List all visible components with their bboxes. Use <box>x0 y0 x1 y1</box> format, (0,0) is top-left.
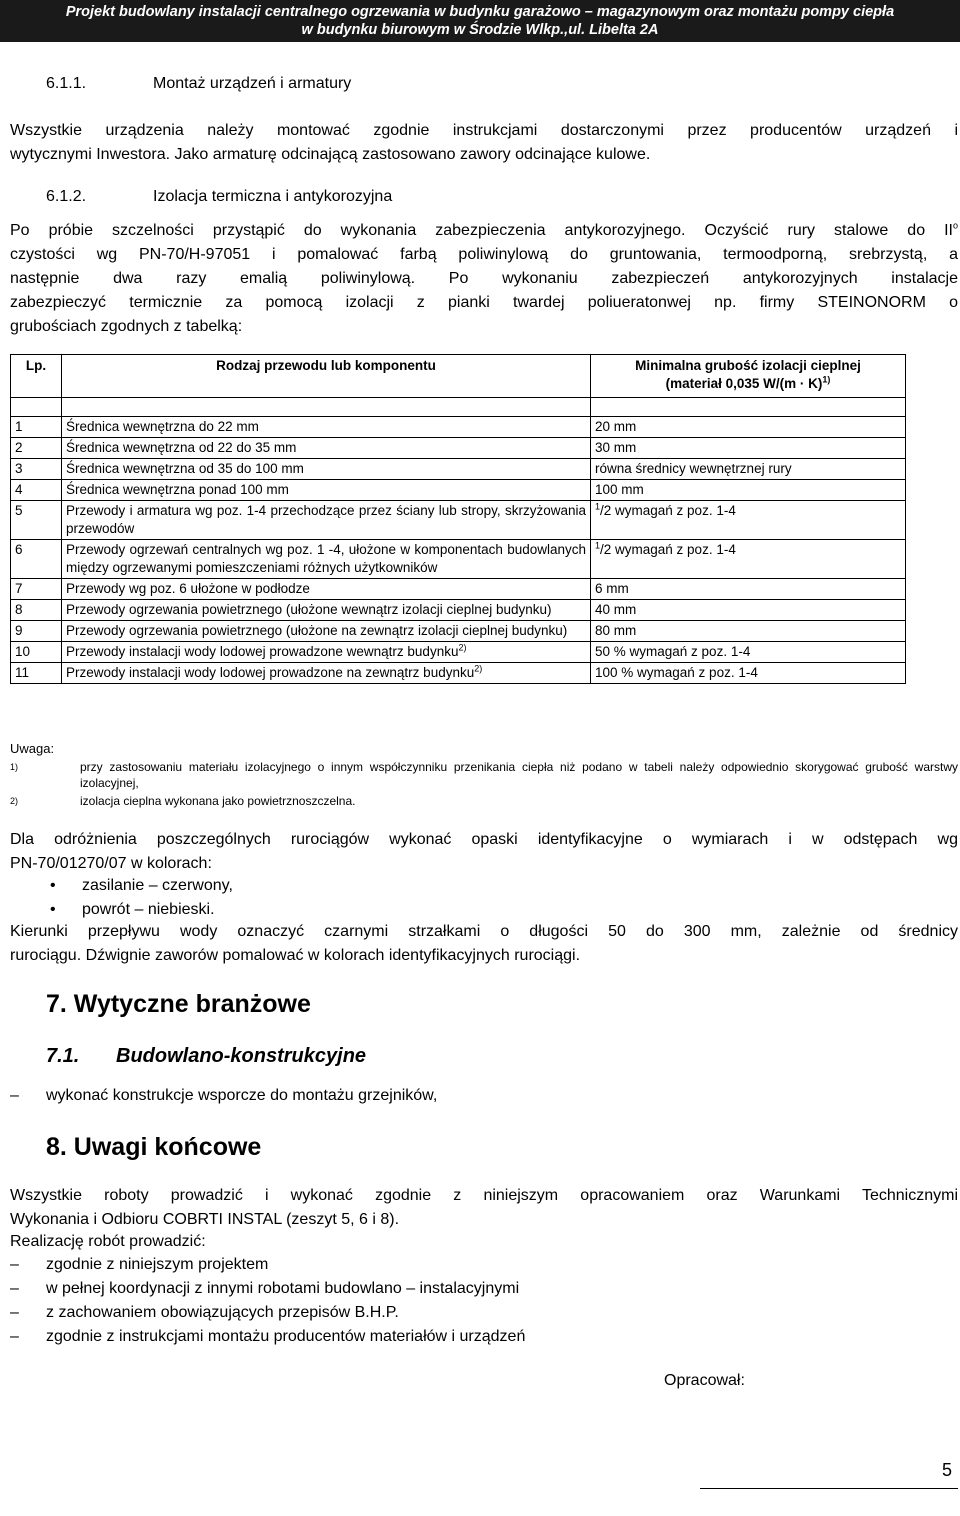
cell-lp: 10 <box>11 642 62 663</box>
note-2 <box>10 793 958 809</box>
text-line <box>10 219 958 243</box>
table-row <box>11 642 906 663</box>
cell-type <box>62 540 591 579</box>
footnote-ref: 1) <box>822 374 831 385</box>
cell-value-text: 100 mm <box>595 482 644 497</box>
section-title: Montaż urządzeń i armatury <box>153 75 352 92</box>
cell-value-text: 50 % wymagań z poz. 1-4 <box>595 644 751 659</box>
cell-min-thickness <box>591 600 906 621</box>
list-item-text: zasilanie – czerwony, <box>82 877 233 894</box>
realization-lead: Realizację robót prowadzić: <box>10 1233 206 1250</box>
note-2-mark: 2) <box>10 796 19 806</box>
heading-6-1-2 <box>46 187 392 207</box>
list-item-text: z zachowaniem obowiązujących przepisów B.H.P. <box>46 1304 399 1321</box>
realization-list <box>10 1253 525 1349</box>
section-number: 6.1.1. <box>46 75 87 92</box>
cell-lp: 4 <box>11 480 62 501</box>
fraction-numerator: 1 <box>595 501 601 512</box>
document-header <box>0 0 960 42</box>
cell-min-thickness <box>591 501 906 540</box>
text-line: wytycznymi Inwestora. Jako armaturę odcinającą zastosowano zawory odcinające kulowe. <box>10 146 651 163</box>
cell-lp: 1 <box>11 417 62 438</box>
cell-min-thickness <box>591 663 906 684</box>
list-item <box>10 1277 525 1301</box>
dash-icon: – <box>10 1087 19 1104</box>
cell-type <box>62 663 591 684</box>
text-line: Wykonania i Odbioru COBRTI INSTAL (zeszyt 5, 6 i 8). <box>10 1211 400 1228</box>
list-item <box>10 898 910 922</box>
cell-type <box>62 438 591 459</box>
cell-type <box>62 501 591 540</box>
heading-7-1 <box>46 1043 366 1069</box>
cell-type <box>62 417 591 438</box>
table-row <box>11 438 906 459</box>
list-item-text: wykonać konstrukcje wsporcze do montażu grzejników, <box>46 1087 438 1104</box>
cell-type-text: Przewody instalacji wody lodowej prowadzone wewnątrz budynku <box>66 644 459 659</box>
cell-min-thickness <box>591 621 906 642</box>
cell-type <box>62 459 591 480</box>
list-item <box>10 1084 437 1108</box>
heading-8: 8. Uwagi końcowe <box>46 1133 262 1161</box>
cell-value-text: 30 mm <box>595 440 637 455</box>
section-number: 7.1. <box>46 1045 80 1067</box>
color-bullet-list <box>10 874 910 922</box>
cell-lp: 3 <box>11 459 62 480</box>
cell-type-text: Średnica wewnętrzna ponad 100 mm <box>66 482 289 497</box>
list-item <box>10 874 910 898</box>
text-line: zabezpieczyć termicznie za pomocą izolacji z pianki twardej poliueratonwej np. firmy STEINONORM o <box>10 294 958 311</box>
note-1-mark: 1) <box>10 762 19 772</box>
cell-lp: 6 <box>11 540 62 579</box>
cell-type-text: Przewody ogrzewania powietrznego (ułożone na zewnątrz izolacji cieplnej budynku) <box>66 623 568 638</box>
heading-7: 7. Wytyczne branżowe <box>46 990 311 1018</box>
cell-type-text: Przewody i armatura wg poz. 1-4 przechodzące przez ściany lub stropy, skrzyżowania przewodów <box>66 503 586 536</box>
table-row <box>11 417 906 438</box>
table-row <box>11 540 906 579</box>
construction-list <box>10 1084 437 1108</box>
header-line-2: w budynku biurowym w Środzie Wlkp.,ul. Libelta 2A <box>301 22 659 38</box>
cell-min-thickness <box>591 579 906 600</box>
list-item-text: zgodnie z niniejszym projektem <box>46 1256 269 1273</box>
text-line: Dla odróżnienia poszczególnych rurociągów wykonać opaski identyfikacyjne o wymiarach i w odstępach wg <box>10 831 958 848</box>
text-line-body: Po próbie szczelności przystąpić do wykonania zabezpieczenia antykorozyjnego. Oczyścić rury stalowe do II <box>10 222 953 239</box>
text-line: Wszystkie roboty prowadzić i wykonać zgodnie z niniejszym opracowaniem oraz Warunkami Technicznymi <box>10 1187 958 1204</box>
fraction-numerator: 1 <box>595 540 601 551</box>
cell-value-text: 100 % wymagań z poz. 1-4 <box>595 665 758 680</box>
cell-type-text: Przewody ogrzewań centralnych wg poz. 1 -4, ułożone w komponentach budowlanych między ogrzewanymi pomieszczeniami różnych użytkowników <box>66 542 586 575</box>
header-type: Rodzaj przewodu lub komponentu <box>62 355 591 398</box>
section-number: 6.1.2. <box>46 188 87 205</box>
cell-value-text: 20 mm <box>595 419 637 434</box>
table-body <box>11 417 906 684</box>
cell-type-text: Średnica wewnętrzna od 35 do 100 mm <box>66 461 304 476</box>
cell-min-thickness <box>591 459 906 480</box>
cell-lp: 7 <box>11 579 62 600</box>
footer-rule <box>700 1488 958 1489</box>
header-min-line-1: Minimalna grubość izolacji cieplnej <box>635 358 861 373</box>
dash-icon: – <box>10 1304 19 1321</box>
table-row <box>11 663 906 684</box>
dash-icon: – <box>10 1328 19 1345</box>
table-row <box>11 480 906 501</box>
cell-type <box>62 579 591 600</box>
page-number: 5 <box>941 1460 952 1480</box>
list-item-text: powrót – niebieski. <box>82 901 215 918</box>
cell-type-text: Przewody instalacji wody lodowej prowadzone na zewnątrz budynku <box>66 665 475 680</box>
cell-lp: 8 <box>11 600 62 621</box>
cell-type <box>62 480 591 501</box>
text-line: Kierunki przepływu wody oznaczyć czarnymi strzałkami o długości 50 do 300 mm, zależnie od średnicy <box>10 923 958 940</box>
list-item-text: w pełnej koordynacji z innymi robotami budowlano – instalacyjnymi <box>46 1280 520 1297</box>
cell-min-thickness <box>591 642 906 663</box>
note-2-text: izolacja cieplna wykonana jako powietrznoszczelna. <box>80 794 356 808</box>
section-title: Izolacja termiczna i antykorozyjna <box>153 188 393 205</box>
cell-value-text: 40 mm <box>595 602 637 617</box>
degree-mark: o <box>952 220 958 231</box>
cell-min-thickness <box>591 417 906 438</box>
notes-label: Uwaga: <box>10 741 55 756</box>
text-line: Wszystkie urządzenia należy montować zgodnie instrukcjami dostarczonymi przez producentów urządzeń i <box>10 122 958 139</box>
section-title: Budowlano-konstrukcyjne <box>116 1045 367 1067</box>
bullet-icon: • <box>50 877 56 894</box>
list-item <box>10 1301 525 1325</box>
cell-min-thickness <box>591 540 906 579</box>
table-row <box>11 459 906 480</box>
header-min-line-2 <box>595 375 901 393</box>
cell-type <box>62 600 591 621</box>
heading-6-1-1 <box>46 74 351 94</box>
list-item <box>10 1253 525 1277</box>
cell-value-text: /2 wymagań z poz. 1-4 <box>600 542 736 557</box>
cell-lp: 11 <box>11 663 62 684</box>
footnote-ref: 2) <box>474 663 483 674</box>
dash-icon: – <box>10 1256 19 1273</box>
header-line-1: Projekt budowlany instalacji centralnego ogrzewania w budynku garażowo – magazynowym oraz montażu pompy ciepła <box>65 4 895 20</box>
dash-icon: – <box>10 1280 19 1297</box>
paragraph-final <box>10 1184 958 1232</box>
list-item-text: zgodnie z instrukcjami montażu producentów materiałów i urządzeń <box>46 1328 526 1345</box>
paragraph-mounting <box>10 119 958 167</box>
cell-min-thickness <box>591 480 906 501</box>
table-notes <box>10 741 958 809</box>
text-line: PN-70/01270/07 w kolorach: <box>10 855 212 872</box>
cell-lp: 9 <box>11 621 62 642</box>
table-row <box>11 600 906 621</box>
table-header-row <box>11 355 906 398</box>
header-min-thickness <box>591 355 906 398</box>
cell-type-text: Średnica wewnętrzna od 22 do 35 mm <box>66 440 297 455</box>
cell-type <box>62 621 591 642</box>
header-min-line-2-text: (materiał 0,035 W/(m · K) <box>665 376 823 391</box>
text-line: rurociągu. Dźwignie zaworów pomalować w kolorach identyfikacyjnych rurociągi. <box>10 947 581 964</box>
cell-lp: 5 <box>11 501 62 540</box>
cell-value-text: równa średnicy wewnętrznej rury <box>595 461 792 476</box>
text-line: grubościach zgodnych z tabelką: <box>10 318 243 335</box>
cell-value-text: 6 mm <box>595 581 629 596</box>
paragraph-insulation <box>10 219 958 339</box>
cell-type <box>62 642 591 663</box>
footnote-ref: 2) <box>458 642 467 653</box>
cell-min-thickness <box>591 438 906 459</box>
cell-type-text: Przewody ogrzewania powietrznego (ułożone wewnątrz izolacji cieplnej budynku) <box>66 602 552 617</box>
cell-value-text: 80 mm <box>595 623 637 638</box>
cell-lp: 2 <box>11 438 62 459</box>
paragraph-flow-direction <box>10 920 958 968</box>
note-1 <box>10 759 958 791</box>
paragraph-marking <box>10 828 958 876</box>
table-spacer <box>11 398 906 417</box>
table-row <box>11 501 906 540</box>
note-1-text: przy zastosowaniu materiału izolacyjnego o innym współczynniku przenikania ciepła niż podano w tabeli należy odpowiednio skorygować grubość warstwy izolacyjnej, <box>80 760 958 790</box>
table-row <box>11 579 906 600</box>
cell-type-text: Średnica wewnętrzna do 22 mm <box>66 419 259 434</box>
list-item <box>10 1325 525 1349</box>
text-line: następnie dwa razy emalią poliwinylową. Po wykonaniu zabezpieczeń antykorozyjnych instalacje <box>10 270 958 287</box>
cell-value-text: /2 wymagań z poz. 1-4 <box>600 503 736 518</box>
header-lp: Lp. <box>11 355 62 398</box>
cell-type-text: Przewody wg poz. 6 ułożone w podłodze <box>66 581 310 596</box>
bullet-icon: • <box>50 901 56 918</box>
signature-label: Opracował: <box>664 1372 745 1389</box>
text-line: czystości wg PN-70/H-97051 i pomalować farbą poliwinylową do gruntowania, termoodporną, srebrzystą, a <box>10 246 958 263</box>
insulation-table <box>10 354 906 684</box>
table-row <box>11 621 906 642</box>
